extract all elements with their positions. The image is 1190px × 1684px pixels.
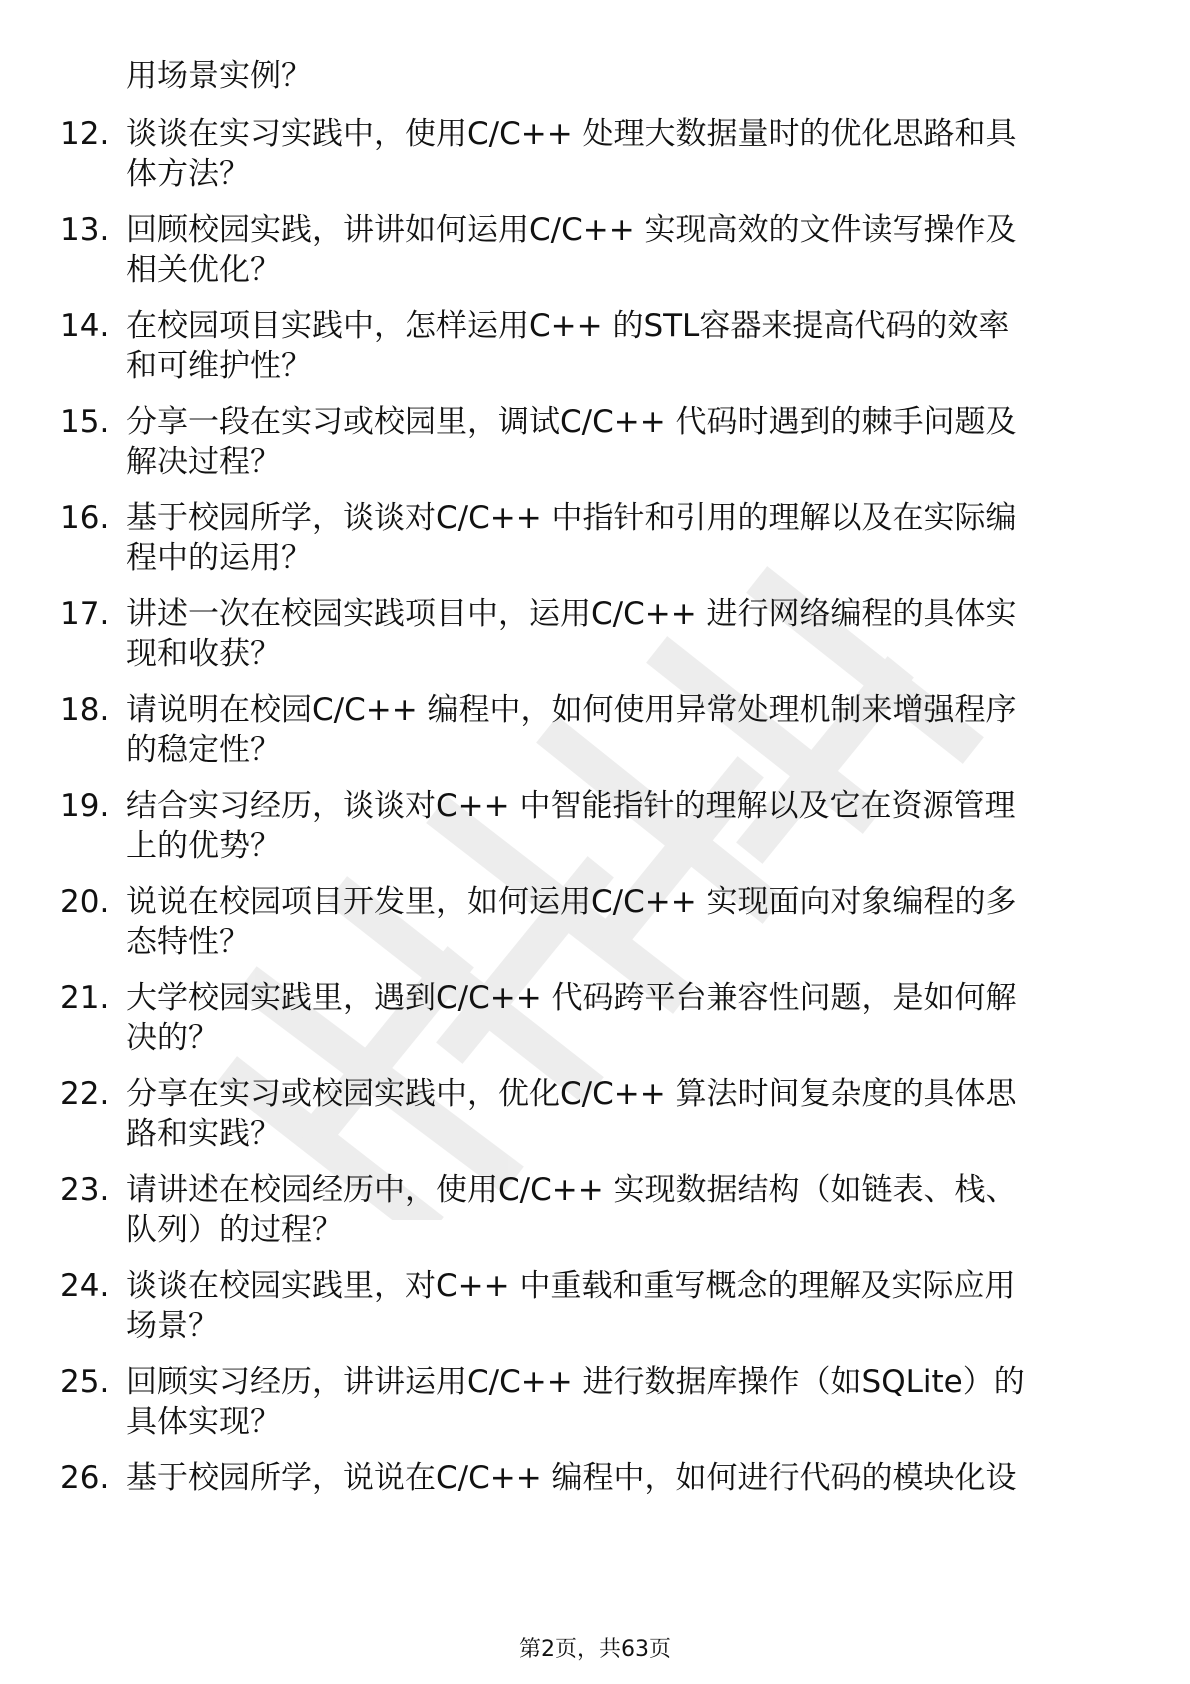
question-text-line2: 相关优化？ (126, 252, 281, 288)
question-number: 14. (60, 308, 110, 344)
question-number: 12. (60, 116, 110, 152)
question-text-line2: 决的？ (126, 1020, 219, 1056)
question-text-line1: 请说明在校园C/C++ 编程中，如何使用异常处理机制来增强程序 (126, 692, 1017, 728)
question-text-line1: 请讲述在校园经历中，使用C/C++ 实现数据结构（如链表、栈、 (126, 1172, 1017, 1208)
question-text-line2: 程中的运用？ (126, 540, 312, 576)
question-text-line2: 具体实现？ (126, 1404, 281, 1440)
question-text-line1: 回顾校园实践，讲讲如何运用C/C++ 实现高效的文件读写操作及 (126, 212, 1017, 248)
question-text-line2: 队列）的过程？ (126, 1212, 343, 1248)
question-text-line2: 体方法？ (126, 156, 250, 192)
question-number: 16. (60, 500, 110, 536)
question-number: 17. (60, 596, 110, 632)
continuation-text: 用场景实例？ (126, 58, 312, 94)
question-number: 15. (60, 404, 110, 440)
question-text-line1: 谈谈在校园实践里，对C++ 中重载和重写概念的理解及实际应用 (126, 1268, 1016, 1304)
question-text-line1: 基于校园所学，谈谈对C/C++ 中指针和引用的理解以及在实际编 (126, 500, 1017, 536)
question-text-line1: 分享在实习或校园实践中，优化C/C++ 算法时间复杂度的具体思 (126, 1076, 1017, 1112)
question-text-line2: 解决过程？ (126, 444, 281, 480)
question-number: 23. (60, 1172, 110, 1208)
question-text-line1: 谈谈在实习实践中，使用C/C++ 处理大数据量时的优化思路和具 (126, 116, 1017, 152)
question-text-line1: 基于校园所学，说说在C/C++ 编程中，如何进行代码的模块化设 (126, 1460, 1017, 1496)
question-number: 25. (60, 1364, 110, 1400)
question-number: 21. (60, 980, 110, 1016)
question-text-line1: 分享一段在实习或校园里，调试C/C++ 代码时遇到的棘手问题及 (126, 404, 1017, 440)
question-text-line2: 现和收获？ (126, 636, 281, 672)
question-text-line1: 说说在校园项目开发里，如何运用C/C++ 实现面向对象编程的多 (126, 884, 1017, 920)
question-text-line2: 上的优势？ (126, 828, 281, 864)
page-footer: 第2页，共63页 (519, 1637, 671, 1662)
question-text-line2: 和可维护性？ (126, 348, 312, 384)
question-text-line1: 大学校园实践里，遇到C/C++ 代码跨平台兼容性问题，是如何解 (126, 980, 1017, 1016)
question-text-line2: 的稳定性？ (126, 732, 281, 768)
question-number: 24. (60, 1268, 110, 1304)
question-number: 18. (60, 692, 110, 728)
question-text-line2: 态特性？ (126, 924, 250, 960)
question-number: 20. (60, 884, 110, 920)
question-number: 26. (60, 1460, 110, 1496)
question-text-line1: 讲述一次在校园实践项目中，运用C/C++ 进行网络编程的具体实 (126, 596, 1017, 632)
question-text-line1: 回顾实习经历，讲讲运用C/C++ 进行数据库操作（如SQLite）的 (126, 1364, 1025, 1400)
question-number: 22. (60, 1076, 110, 1112)
question-number: 13. (60, 212, 110, 248)
question-text-line1: 结合实习经历，谈谈对C++ 中智能指针的理解以及它在资源管理 (126, 788, 1016, 824)
question-text-line2: 路和实践？ (126, 1116, 281, 1152)
question-text-line1: 在校园项目实践中，怎样运用C++ 的STL容器来提高代码的效率 (126, 308, 1010, 344)
question-number: 19. (60, 788, 110, 824)
question-text-line2: 场景？ (126, 1308, 219, 1344)
